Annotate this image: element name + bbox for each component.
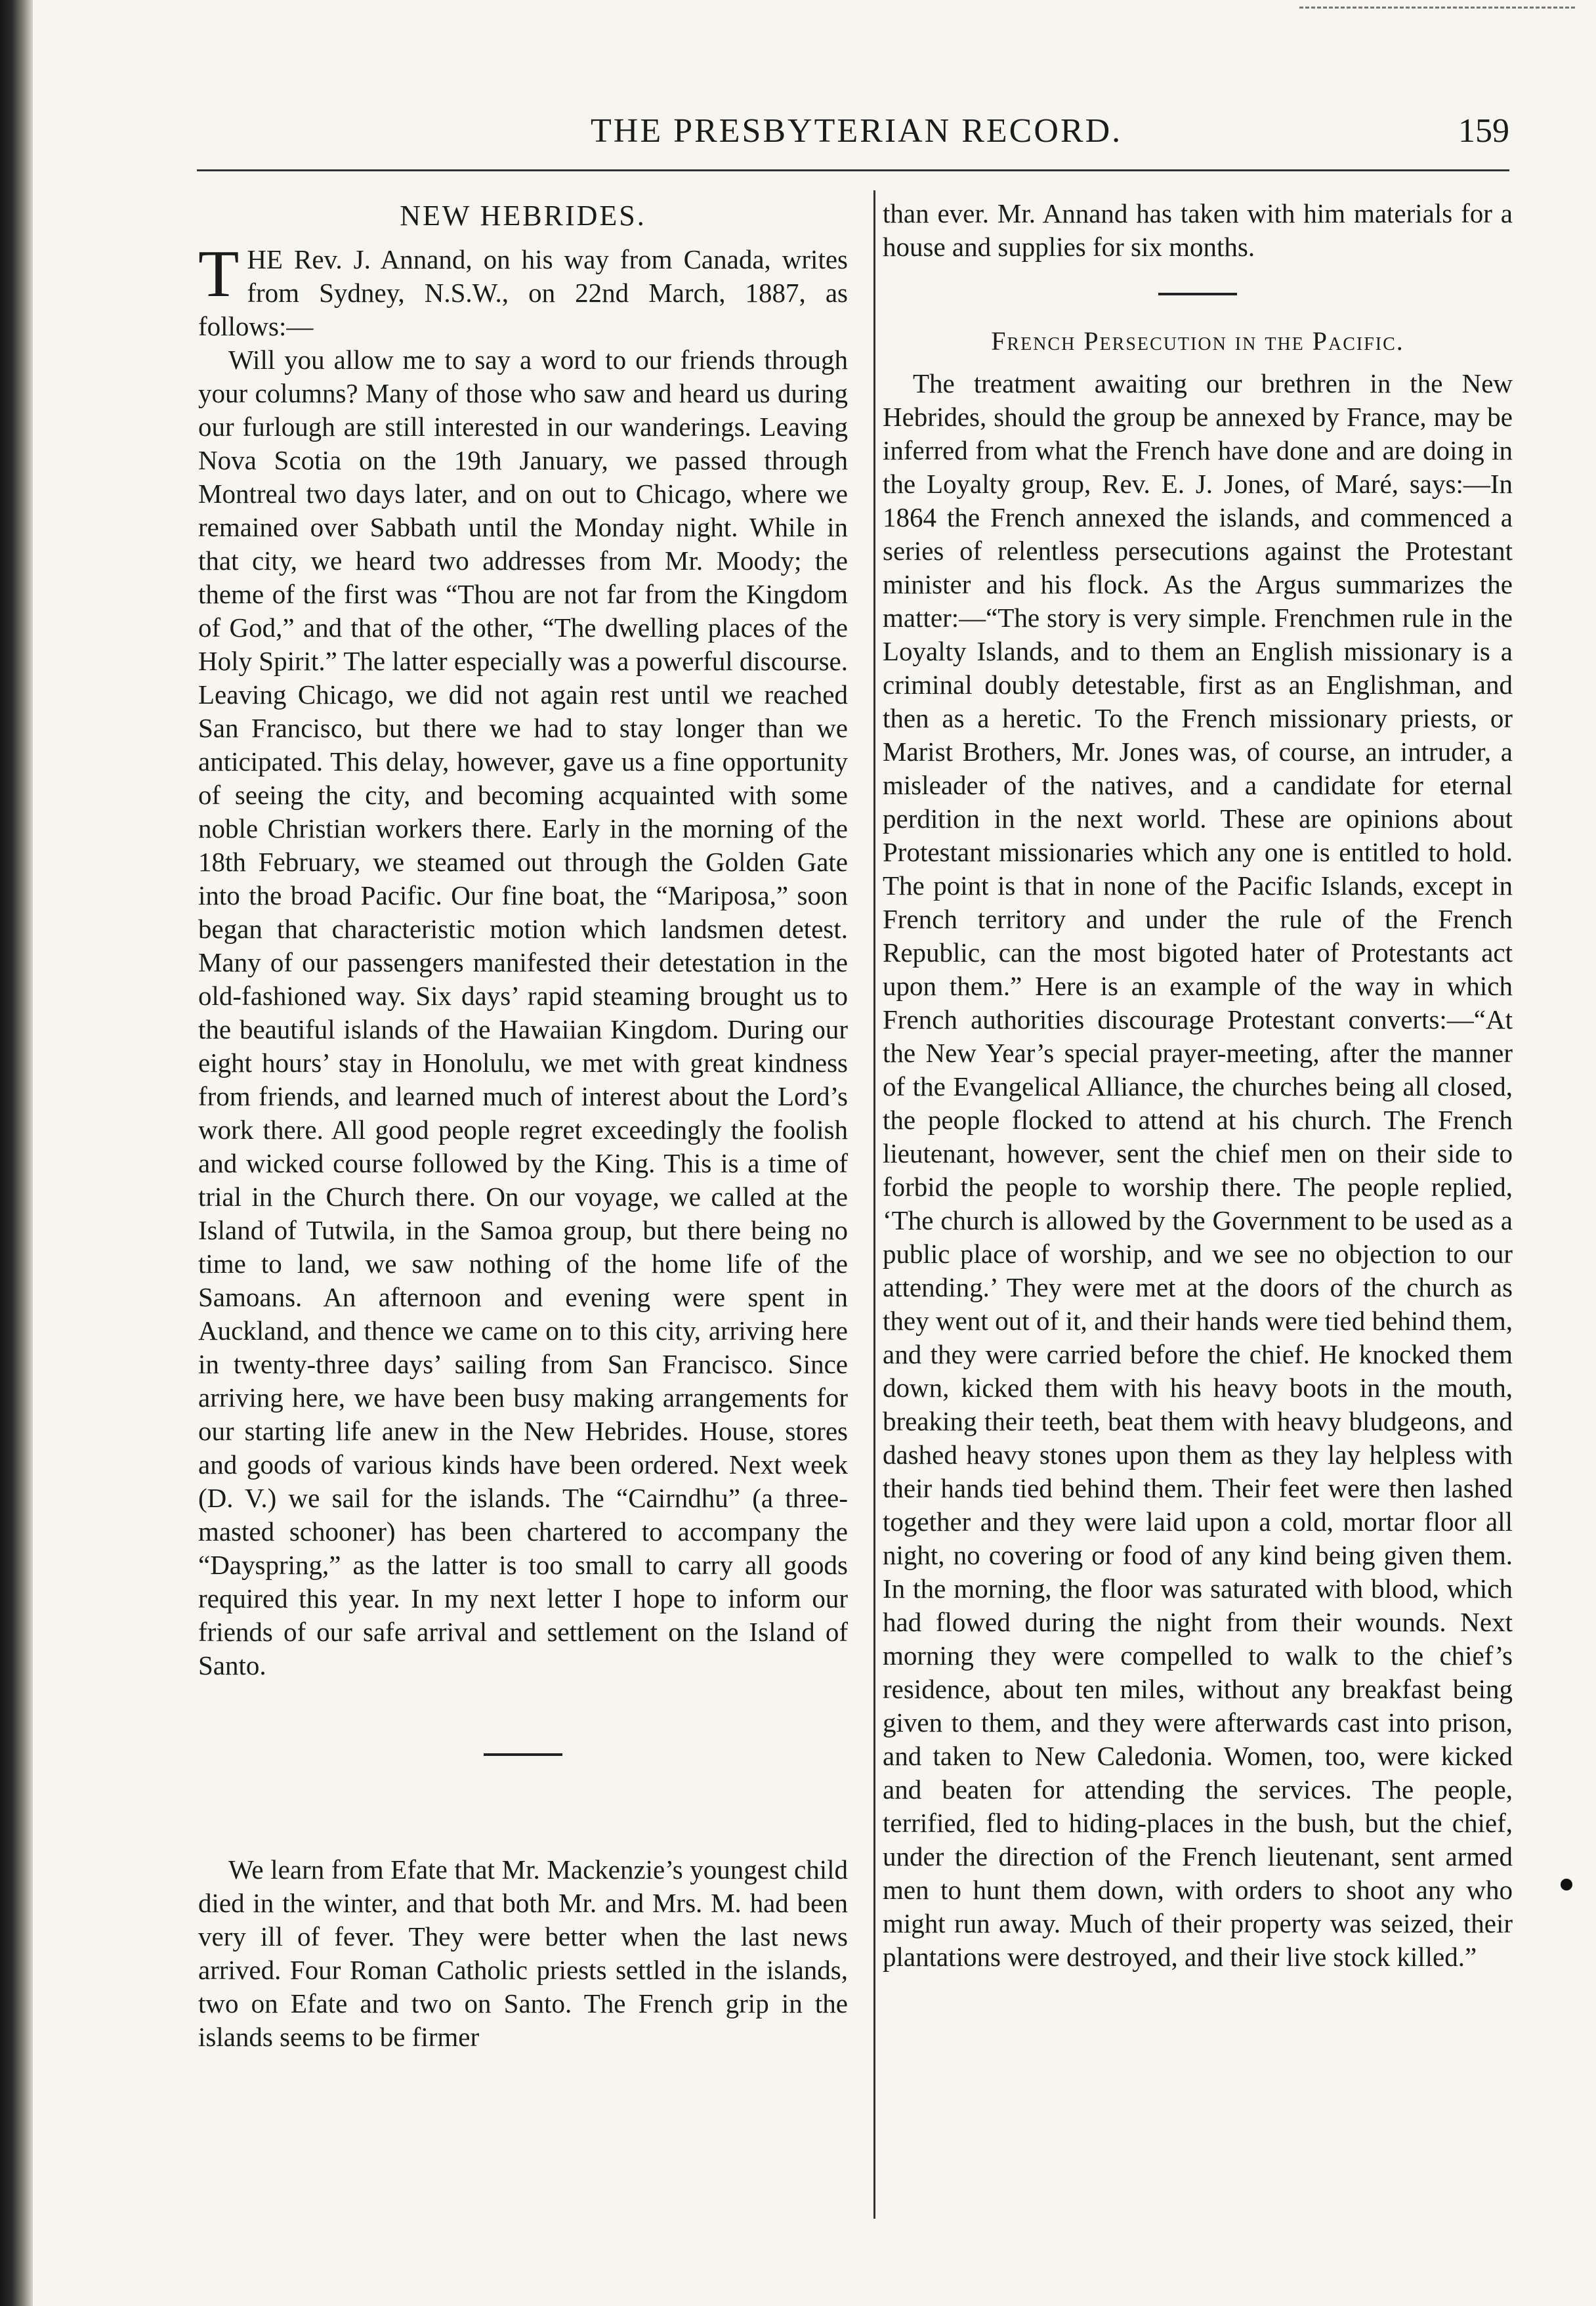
top-edge-rule (1299, 7, 1575, 9)
page-number: 159 (1458, 112, 1509, 150)
article-intro-paragraph (198, 237, 848, 343)
right-column (883, 197, 1513, 1974)
left-column (198, 197, 848, 2054)
intro-text: HE Rev. J. Annand, on his way from Canada, writes from Sydney, N.S.W., on 22nd March, 1887, as follows:— (198, 244, 848, 341)
column-divider (873, 190, 875, 2219)
section-separator (484, 1753, 562, 1756)
letter-body-paragraph: Will you allow me to say a word to our friends through your columns? Many of those who saw and heard us during our furlough are still interested in our wanderings. Leaving Nova Scotia on the 19th January, we passed through Montreal two days later, and on out to Chicago, where we remained over Sabbath until the Monday night. While in that city, we heard two addresses from Mr. Moody; the theme of the first was “Thou are not far from the Kingdom of God,” and that of the other, “The dwelling places of the Holy Spirit.” The latter especially was a powerful discourse. Leaving Chicago, we did not again rest until we reached San Francisco, but there we had to stay longer than we anticipated. This delay, however, gave us a fine opportunity of seeing the city, and becoming acquainted with some noble Christian workers there. Early in the morning of the 18th February, we steamed out through the Golden Gate into the broad Pacific. Our fine boat, the “Mariposa,” soon began that characteristic motion which landsmen detest. Many of our passengers manifested their detestation in the old-fashioned way. Six days’ rapid steaming brought us to the beautiful islands of the Hawaiian Kingdom. During our eight hours’ stay in Honolulu, we met with great kindness from friends, and learned much of interest about the Lord’s work there. All good people regret exceedingly the foolish and wicked course followed by the King. This is a time of trial in the Church there. On our voyage, we called at the Island of Tutwila, in the Samoa group, but there being no time to land, we saw nothing of the home life of the Samoans. An afternoon and evening were spent in Auckland, and thence we came on to this city, arriving here in twenty-three days’ sailing from San Francisco. Since arriving here, we have been busy making arrangements for our starting life anew in the New Hebrides. House, stores and goods of various kinds have been ordered. Next week (D. V.) we sail for the islands. The “Cairndhu” (a three-masted schooner) has been chartered to accompany the “Dayspring,” as the latter is too small to carry all goods required this year. In my next letter I hope to inform our friends of our safe arrival and settlement on the Island of Santo. (198, 345, 848, 1680)
drop-cap-letter: T (198, 237, 240, 311)
running-title: THE PRESBYTERIAN RECORD. (591, 112, 1123, 150)
article-heading-new-hebrides: NEW HEBRIDES. (400, 200, 646, 232)
article-heading-french-persecution: French Persecution in the Pacific. (991, 326, 1404, 356)
margin-dot-mark (1561, 1879, 1572, 1890)
section-separator-right (1158, 293, 1237, 295)
page-binding-edge (0, 0, 33, 2306)
efate-news-paragraph: We learn from Efate that Mr. Mackenzie’s youngest child died in the winter, and that both Mr. and Mrs. M. had been very ill of fever. They were better when the last news arrived. Four Roman Catholic priests settled in the islands, two on Efate and two on Santo. The French grip in the islands seems to be firmer (198, 1854, 848, 2052)
header-rule (197, 169, 1509, 171)
persecution-paragraph: The treatment awaiting our brethren in the New Hebrides, should the group be annexed by France, may be inferred from what the French have done and are doing in the Loyalty group, Rev. E. J. Jones, of Maré, says:—In 1864 the French annexed the islands, and commenced a series of relentless persecutions against the Protestant minister and his flock. As the Argus summarizes the matter:—“The story is very simple. Frenchmen rule in the Loyalty Islands, and to them an English missionary is a criminal doubly detestable, first as an Englishman, and then as a heretic. To the French missionary priests, or Marist Brothers, Mr. Jones was, of course, an intruder, a misleader of the natives, and a candidate for eternal perdition in the next world. These are opinions about Protestant missionaries which any one is entitled to hold. The point is that in none of the Pacific Islands, except in French territory and under the rule of the French Republic, can the most bigoted hater of Protestants act upon them.” Here is an example of the way in which French authorities discourage Protestant converts:—“At the New Year’s special prayer-meeting, after the manner of the Evangelical Alliance, the churches being all closed, the people flocked to attend at his church. The French lieutenant, however, sent the chief men on their side to forbid the people to worship there. The people replied, ‘The church is allowed by the Government to be used as a public place of worship, and we see no objection to our attending.’ They were met at the doors of the church as they went out of it, and their hands were tied behind them, and they were carried before the chief. He knocked them down, kicked them with his heavy boots in the mouth, breaking their teeth, beat them with heavy bludgeons, and dashed heavy stones upon them as they lay helpless with their hands tied behind them. Their feet were then lashed together and they were laid upon a cold, mortar floor all night, no covering or food of any kind being given them. In the morning, the floor was saturated with blood, which had flowed during the night from their wounds. Next morning they were compelled to walk to the chief’s residence, about ten miles, without any breakfast being given to them, and they were afterwards cast into prison, and taken to New Caledonia. Women, too, were kicked and beaten for attending the services. The people, terrified, fled to hiding-places in the bush, but the chief, under the direction of the French lieutenant, sent armed men to hunt them down, with orders to shoot any who might run away. Much of their property was seized, their plantations were destroyed, and their live stock killed.” (883, 368, 1513, 1972)
page-header (197, 112, 1509, 164)
efate-news-continuation: than ever. Mr. Annand has taken with him materials for a house and supplies for six months. (883, 198, 1513, 262)
